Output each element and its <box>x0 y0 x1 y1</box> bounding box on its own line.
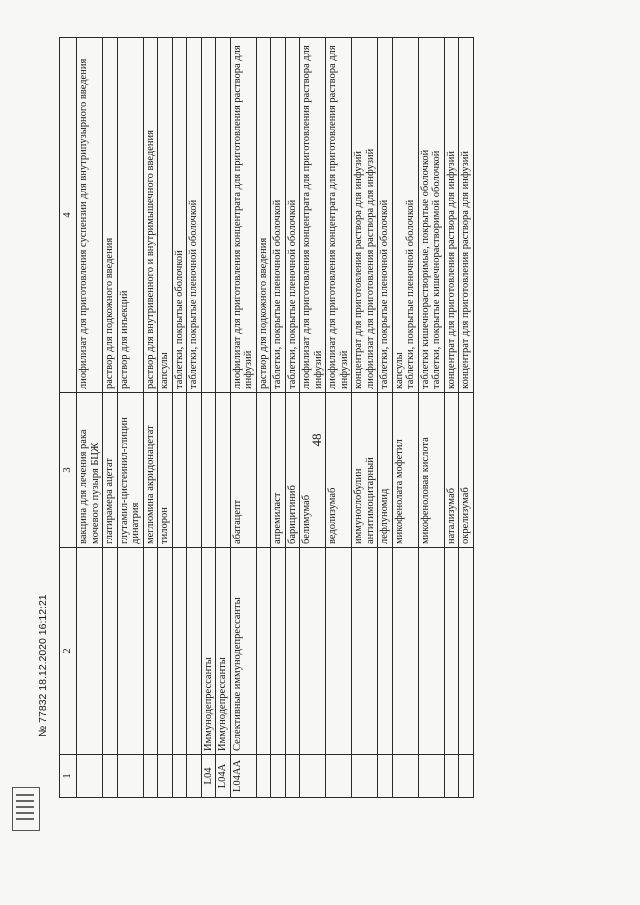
group-name-cell <box>187 548 202 755</box>
dosage-form-cell: концентрат для приготовления раствора для инфузий <box>459 38 474 393</box>
drug-name-cell <box>172 393 187 548</box>
table-row <box>459 38 474 798</box>
drug-name-cell: меглюмина акридонацетат <box>143 393 158 548</box>
drug-name-cell <box>216 393 231 548</box>
group-name-cell <box>352 548 378 755</box>
dosage-form-cell: капсулы <box>158 38 173 393</box>
group-name-cell <box>326 548 352 755</box>
dosage-form-cell: таблетки, покрытые оболочкой <box>172 38 187 393</box>
drug-name-cell <box>201 393 216 548</box>
table-row <box>172 38 187 798</box>
table-row <box>230 38 256 798</box>
table-row <box>201 38 216 798</box>
dosage-form-cell: таблетки кишечнорастворимые, покрытые оболочкой таблетки, покрытые кишечнорастворимой оболочкой <box>418 38 444 393</box>
atc-code-cell: L04A <box>216 755 231 798</box>
atc-code-cell <box>117 755 143 798</box>
group-name-cell <box>285 548 300 755</box>
dosage-form-cell: концентрат для приготовления раствора для инфузий <box>444 38 459 393</box>
drug-name-cell <box>256 393 271 548</box>
atc-code-cell <box>378 755 393 798</box>
group-name-cell <box>103 548 118 755</box>
atc-code-cell: L04AA <box>230 755 256 798</box>
table-row <box>77 38 103 798</box>
group-name-cell <box>444 548 459 755</box>
table-row <box>300 38 326 798</box>
group-name-cell <box>117 548 143 755</box>
drug-name-cell: вакцина для лечения рака мочевого пузыря БЦЖ <box>77 393 103 548</box>
atc-code-cell <box>285 755 300 798</box>
drug-name-cell: ведолизумаб <box>326 393 352 548</box>
registration-stamp-mark <box>12 787 40 831</box>
drug-name-cell <box>187 393 202 548</box>
group-name-cell <box>459 548 474 755</box>
drug-name-cell: окрелизумаб <box>459 393 474 548</box>
table-row <box>378 38 393 798</box>
column-header: 4 <box>60 38 77 393</box>
dosage-form-cell: лиофилизат для приготовления суспензии для внутрипузырного введения <box>77 38 103 393</box>
table-row <box>158 38 173 798</box>
dosage-form-cell: лиофилизат для приготовления концентрата для приготовления раствора для инфузий <box>230 38 256 393</box>
drug-table <box>59 37 474 798</box>
group-name-cell <box>143 548 158 755</box>
drug-name-cell: лефлуномид <box>378 393 393 548</box>
atc-code-cell <box>300 755 326 798</box>
dosage-form-cell: раствор для инъекций <box>117 38 143 393</box>
group-name-cell <box>158 548 173 755</box>
dosage-form-cell: лиофилизат для приготовления концентрата для приготовления раствора для инфузий <box>326 38 352 393</box>
atc-code-cell: L04 <box>201 755 216 798</box>
table-row <box>187 38 202 798</box>
group-name-cell <box>392 548 418 755</box>
table-row <box>256 38 271 798</box>
drug-name-cell: микофеноловая кислота <box>418 393 444 548</box>
table-row <box>326 38 352 798</box>
group-name-cell <box>418 548 444 755</box>
atc-code-cell <box>172 755 187 798</box>
drug-name-cell: барицитиниб <box>285 393 300 548</box>
group-name-cell <box>172 548 187 755</box>
column-header: 1 <box>60 755 77 798</box>
table-header-row <box>60 38 77 798</box>
document-stamp-text: № 77832 18.12.2020 16:12:21 <box>37 594 49 737</box>
drug-name-cell: абатацепт <box>230 393 256 548</box>
column-header: 3 <box>60 393 77 548</box>
table-body <box>77 38 474 798</box>
column-header: 2 <box>60 548 77 755</box>
atc-code-cell <box>418 755 444 798</box>
group-name-cell <box>256 548 271 755</box>
atc-code-cell <box>256 755 271 798</box>
table-row <box>444 38 459 798</box>
atc-code-cell <box>326 755 352 798</box>
table-row <box>216 38 231 798</box>
drug-name-cell: глатирамера ацетат <box>103 393 118 548</box>
dosage-form-cell: раствор для внутривенного и внутримышечного введения <box>143 38 158 393</box>
drug-name-cell: иммуноглобулин антитимоцитарный <box>352 393 378 548</box>
atc-code-cell <box>103 755 118 798</box>
group-name-cell: Иммунодепрессанты <box>201 548 216 755</box>
group-name-cell <box>271 548 286 755</box>
dosage-form-cell: раствор для подкожного введения <box>103 38 118 393</box>
group-name-cell <box>77 548 103 755</box>
dosage-form-cell: лиофилизат для приготовления концентрата для приготовления раствора для инфузий <box>300 38 326 393</box>
group-name-cell: Иммунодепрессанты <box>216 548 231 755</box>
dosage-form-cell: концентрат для приготовления раствора для инфузий лиофилизат для приготовления раствора для инфузий <box>352 38 378 393</box>
dosage-form-cell: раствор для подкожного введения <box>256 38 271 393</box>
atc-code-cell <box>459 755 474 798</box>
table-row <box>285 38 300 798</box>
atc-code-cell <box>392 755 418 798</box>
group-name-cell <box>378 548 393 755</box>
group-name-cell <box>300 548 326 755</box>
atc-code-cell <box>352 755 378 798</box>
table-row <box>117 38 143 798</box>
table-row <box>418 38 444 798</box>
atc-code-cell <box>271 755 286 798</box>
dosage-form-cell <box>201 38 216 393</box>
atc-code-cell <box>187 755 202 798</box>
drug-name-cell: белимумаб <box>300 393 326 548</box>
dosage-form-cell: капсулы таблетки, покрытые пленочной оболочкой <box>392 38 418 393</box>
rotated-page-content <box>59 38 574 798</box>
atc-code-cell <box>77 755 103 798</box>
table-row <box>352 38 378 798</box>
table-row <box>143 38 158 798</box>
dosage-form-cell: таблетки, покрытые пленочной оболочкой <box>285 38 300 393</box>
drug-name-cell: тилорон <box>158 393 173 548</box>
drug-name-cell: микофенолата мофетил <box>392 393 418 548</box>
atc-code-cell <box>158 755 173 798</box>
dosage-form-cell: таблетки, покрытые пленочной оболочкой <box>187 38 202 393</box>
dosage-form-cell: таблетки, покрытые пленочной оболочкой <box>271 38 286 393</box>
dosage-form-cell: таблетки, покрытые пленочной оболочкой <box>378 38 393 393</box>
table-row <box>271 38 286 798</box>
table-row <box>103 38 118 798</box>
drug-name-cell: глутамил-цистеинил-глицин динатрия <box>117 393 143 548</box>
table-row <box>392 38 418 798</box>
page-number: 48 <box>309 433 324 447</box>
atc-code-cell <box>143 755 158 798</box>
drug-name-cell: апремиласт <box>271 393 286 548</box>
atc-code-cell <box>444 755 459 798</box>
group-name-cell: Селективные иммунодепрессанты <box>230 548 256 755</box>
drug-name-cell: натализумаб <box>444 393 459 548</box>
dosage-form-cell <box>216 38 231 393</box>
